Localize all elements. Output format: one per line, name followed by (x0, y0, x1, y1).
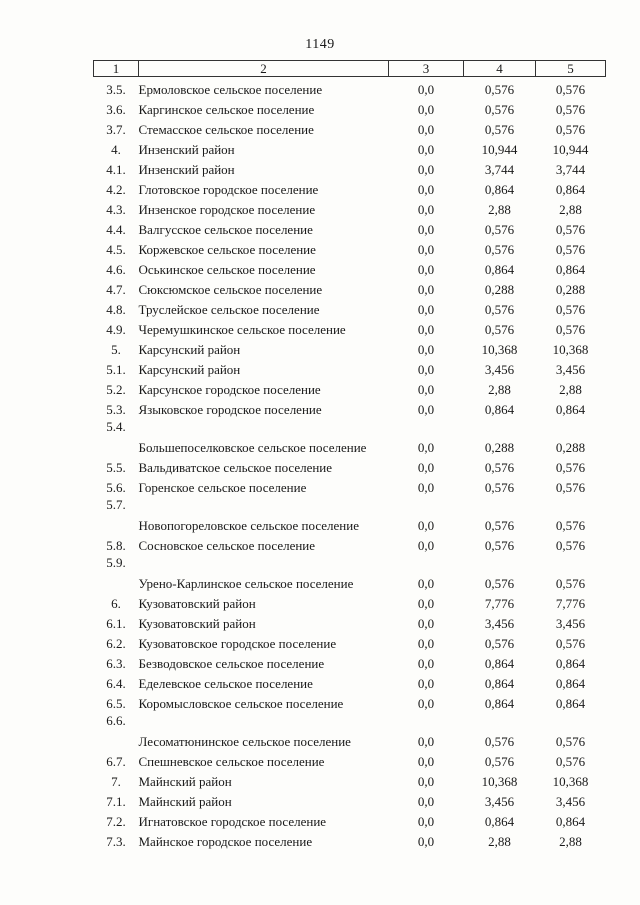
row-value-col4: 0,576 (484, 636, 515, 651)
row-number: 4. (111, 142, 121, 157)
row-name: Кузоватовский район (138, 596, 256, 611)
row-value-col5: 0,576 (555, 82, 586, 97)
row-name: Труслейское сельское поселение (138, 302, 320, 317)
row-value-col4: 0,576 (484, 242, 515, 257)
row-value-col3: 0,0 (417, 480, 435, 495)
row-number: 7. (111, 774, 121, 789)
row-value-col5: 0,576 (555, 576, 586, 591)
row-value-col4: 0,288 (484, 282, 515, 297)
row-value-col4: 0,576 (484, 222, 515, 237)
row-number: 4.8. (106, 302, 126, 317)
row-number: 6.2. (106, 636, 126, 651)
header-cell-3: 3 (389, 61, 464, 77)
table-row (94, 277, 606, 297)
row-value-col5: 0,576 (555, 242, 586, 257)
row-number: 5.2. (106, 382, 126, 397)
row-value-col3: 0,0 (417, 460, 435, 475)
row-value-col4: 3,744 (484, 162, 515, 177)
row-value-col3: 0,0 (417, 440, 435, 455)
page-number: 1149 (305, 37, 335, 52)
row-value-col3: 0,0 (417, 576, 435, 591)
table-row (94, 77, 606, 98)
row-value-col4: 10,368 (481, 342, 518, 357)
row-number: 5.6. (106, 480, 126, 495)
row-value-col3: 0,0 (417, 322, 435, 337)
row-value-col5: 3,744 (555, 162, 586, 177)
row-value-col3: 0,0 (417, 656, 435, 671)
row-value-col3: 0,0 (417, 182, 435, 197)
row-value-col4: 0,576 (484, 754, 515, 769)
row-value-col4: 3,456 (484, 616, 515, 631)
table-row (94, 137, 606, 157)
row-number: 4.6. (106, 262, 126, 277)
row-value-col5: 3,456 (555, 616, 586, 631)
table-row (94, 317, 606, 337)
row-value-col3: 0,0 (417, 102, 435, 117)
row-value-col3: 0,0 (417, 282, 435, 297)
row-number: 5.9. (106, 555, 126, 570)
row-name: Майнский район (138, 794, 232, 809)
row-number: 3.7. (106, 122, 126, 137)
row-name: Сосновское сельское поселение (138, 538, 316, 553)
row-value-col4: 0,864 (484, 676, 515, 691)
row-value-col4: 7,776 (484, 596, 515, 611)
row-value-col3: 0,0 (417, 162, 435, 177)
row-value-col3: 0,0 (417, 242, 435, 257)
row-value-col5: 7,776 (555, 596, 586, 611)
row-name: Кузоватовское городское поселение (138, 636, 337, 651)
row-value-col4: 0,576 (484, 302, 515, 317)
row-value-col5: 10,368 (552, 342, 589, 357)
table-row (94, 197, 606, 217)
row-value-col4: 0,864 (484, 262, 515, 277)
row-value-col5: 0,288 (555, 282, 586, 297)
table-row (94, 297, 606, 317)
row-value-col5: 0,576 (555, 754, 586, 769)
table-row (94, 789, 606, 809)
row-value-col4: 0,864 (484, 656, 515, 671)
table-row (94, 357, 606, 377)
row-name: Сюксюмское сельское поселение (138, 282, 323, 297)
row-value-col4: 0,576 (484, 518, 515, 533)
row-value-col4: 10,944 (481, 142, 518, 157)
table-row (94, 829, 606, 849)
row-name: Глотовское городское поселение (138, 182, 319, 197)
row-number: 6.5. (106, 696, 126, 711)
row-value-col4: 0,576 (484, 460, 515, 475)
row-number: 3.5. (106, 82, 126, 97)
row-value-col5: 2,88 (559, 834, 582, 849)
row-number: 5.5. (106, 460, 126, 475)
row-name: Спешневское сельское поселение (138, 754, 325, 769)
row-number: 4.7. (106, 282, 126, 297)
table-row (94, 177, 606, 197)
row-name: Ермоловское сельское поселение (138, 82, 323, 97)
table-row (94, 749, 606, 769)
table-row (94, 651, 606, 671)
row-value-col4: 3,456 (484, 362, 515, 377)
table-row (94, 257, 606, 277)
table-row (94, 533, 606, 553)
row-name: Коромысловское сельское поселение (138, 696, 344, 711)
table-row (94, 671, 606, 691)
row-value-col3: 0,0 (417, 262, 435, 277)
row-value-col5: 2,88 (559, 202, 582, 217)
row-name: Инзенский район (138, 162, 235, 177)
row-value-col4: 0,576 (484, 122, 515, 137)
row-value-col3: 0,0 (417, 794, 435, 809)
table-row (94, 711, 606, 749)
row-name: Коржевское сельское поселение (138, 242, 316, 257)
row-name: Горенское сельское поселение (138, 480, 307, 495)
row-value-col4: 0,576 (484, 480, 515, 495)
row-value-col5: 3,456 (555, 794, 586, 809)
row-value-col4: 0,864 (484, 402, 515, 417)
table-row (94, 691, 606, 711)
row-value-col5: 0,288 (555, 440, 586, 455)
row-number: 5. (111, 342, 121, 357)
row-number: 5.1. (106, 362, 126, 377)
table-row (94, 377, 606, 397)
row-value-col5: 0,864 (555, 814, 586, 829)
row-value-col4: 2,88 (488, 382, 511, 397)
row-value-col3: 0,0 (417, 754, 435, 769)
row-name: Оськинское сельское поселение (138, 262, 316, 277)
row-name: Игнатовское городское поселение (138, 814, 327, 829)
row-number: 7.3. (106, 834, 126, 849)
row-name: Безводовское сельское поселение (138, 656, 325, 671)
row-value-col5: 0,576 (555, 102, 586, 117)
row-value-col5: 0,864 (555, 262, 586, 277)
row-number: 5.4. (106, 419, 126, 434)
row-value-col3: 0,0 (417, 696, 435, 711)
row-value-col4: 2,88 (488, 834, 511, 849)
row-value-col3: 0,0 (417, 518, 435, 533)
row-number: 4.3. (106, 202, 126, 217)
row-name: Языковское городское поселение (138, 402, 322, 417)
table-row (94, 611, 606, 631)
row-name: Инзенское городское поселение (138, 202, 316, 217)
row-value-col4: 0,864 (484, 182, 515, 197)
table-row (94, 397, 606, 417)
row-value-col5: 2,88 (559, 382, 582, 397)
row-name: Майнское городское поселение (138, 834, 313, 849)
row-value-col3: 0,0 (417, 814, 435, 829)
row-number: 7.1. (106, 794, 126, 809)
row-number: 3.6. (106, 102, 126, 117)
row-name: Карсунский район (138, 342, 241, 357)
row-value-col3: 0,0 (417, 202, 435, 217)
row-name: Черемушкинское сельское поселение (138, 322, 346, 337)
row-value-col5: 10,368 (552, 774, 589, 789)
row-value-col5: 0,864 (555, 182, 586, 197)
row-value-col4: 3,456 (484, 794, 515, 809)
row-value-col3: 0,0 (417, 362, 435, 377)
row-number: 5.7. (106, 497, 126, 512)
allocation-table (93, 60, 606, 849)
row-value-col4: 0,288 (484, 440, 515, 455)
row-name: Урено-Карлинское сельское поселение (138, 576, 354, 591)
row-number: 4.4. (106, 222, 126, 237)
row-name: Большепоселковское сельское поселение (138, 440, 367, 455)
row-name: Валгусское сельское поселение (138, 222, 313, 237)
row-value-col3: 0,0 (417, 402, 435, 417)
row-name: Еделевское сельское поселение (138, 676, 313, 691)
row-value-col4: 0,576 (484, 102, 515, 117)
table-row (94, 495, 606, 533)
row-number: 5.8. (106, 538, 126, 553)
row-number: 6.4. (106, 676, 126, 691)
row-value-col3: 0,0 (417, 616, 435, 631)
row-number: 4.9. (106, 322, 126, 337)
row-value-col5: 0,576 (555, 734, 586, 749)
row-value-col4: 0,864 (484, 814, 515, 829)
table-row (94, 631, 606, 651)
row-value-col4: 2,88 (488, 202, 511, 217)
row-name: Кузоватовский район (138, 616, 256, 631)
row-value-col3: 0,0 (417, 734, 435, 749)
row-name: Каргинское сельское поселение (138, 102, 315, 117)
row-number: 6.6. (106, 713, 126, 728)
row-value-col4: 0,576 (484, 538, 515, 553)
row-value-col5: 10,944 (552, 142, 589, 157)
row-value-col3: 0,0 (417, 676, 435, 691)
row-number: 6.1. (106, 616, 126, 631)
table-row (94, 417, 606, 455)
row-value-col3: 0,0 (417, 82, 435, 97)
table-row (94, 455, 606, 475)
table-row (94, 769, 606, 789)
header-cell-2: 2 (139, 61, 389, 77)
row-value-col3: 0,0 (417, 382, 435, 397)
row-name: Карсунское городское поселение (138, 382, 321, 397)
row-value-col3: 0,0 (417, 538, 435, 553)
row-value-col4: 0,576 (484, 82, 515, 97)
row-value-col5: 0,576 (555, 322, 586, 337)
row-value-col4: 10,368 (481, 774, 518, 789)
table-row (94, 97, 606, 117)
table-row (94, 217, 606, 237)
row-value-col5: 0,864 (555, 656, 586, 671)
row-value-col5: 0,576 (555, 460, 586, 475)
row-value-col5: 0,576 (555, 636, 586, 651)
table-row (94, 337, 606, 357)
row-value-col3: 0,0 (417, 774, 435, 789)
row-name: Инзенский район (138, 142, 235, 157)
table-row (94, 237, 606, 257)
row-value-col3: 0,0 (417, 596, 435, 611)
row-value-col5: 0,864 (555, 676, 586, 691)
row-value-col4: 0,864 (484, 696, 515, 711)
row-number: 6. (111, 596, 121, 611)
row-value-col3: 0,0 (417, 142, 435, 157)
header-cell-5: 5 (536, 61, 606, 77)
row-value-col5: 0,864 (555, 696, 586, 711)
row-value-col5: 0,576 (555, 222, 586, 237)
table-row (94, 553, 606, 591)
table-row (94, 475, 606, 495)
row-name: Вальдиватское сельское поселение (138, 460, 333, 475)
row-number: 4.1. (106, 162, 126, 177)
row-name: Стемасское сельское поселение (138, 122, 314, 137)
row-name: Карсунский район (138, 362, 241, 377)
row-value-col3: 0,0 (417, 122, 435, 137)
row-name: Майнский район (138, 774, 232, 789)
row-value-col3: 0,0 (417, 636, 435, 651)
row-value-col4: 0,576 (484, 576, 515, 591)
row-number: 4.5. (106, 242, 126, 257)
row-value-col3: 0,0 (417, 302, 435, 317)
row-number: 5.3. (106, 402, 126, 417)
row-number: 6.7. (106, 754, 126, 769)
table-row (94, 157, 606, 177)
row-value-col5: 0,576 (555, 538, 586, 553)
row-value-col4: 0,576 (484, 734, 515, 749)
table-row (94, 809, 606, 829)
row-number: 6.3. (106, 656, 126, 671)
row-value-col4: 0,576 (484, 322, 515, 337)
row-name: Лесоматюнинское сельское поселение (138, 734, 351, 749)
row-value-col5: 0,576 (555, 518, 586, 533)
header-cell-4: 4 (464, 61, 536, 77)
row-value-col3: 0,0 (417, 222, 435, 237)
row-value-col5: 0,576 (555, 122, 586, 137)
table-row (94, 117, 606, 137)
row-value-col3: 0,0 (417, 834, 435, 849)
row-name: Новопогореловское сельское поселение (138, 518, 359, 533)
row-value-col5: 0,576 (555, 480, 586, 495)
table-row (94, 591, 606, 611)
row-value-col5: 0,576 (555, 302, 586, 317)
row-value-col5: 0,864 (555, 402, 586, 417)
row-number: 4.2. (106, 182, 126, 197)
table-header-row (94, 61, 606, 77)
row-value-col5: 3,456 (555, 362, 586, 377)
row-number: 7.2. (106, 814, 126, 829)
row-value-col3: 0,0 (417, 342, 435, 357)
header-cell-1: 1 (94, 61, 139, 77)
